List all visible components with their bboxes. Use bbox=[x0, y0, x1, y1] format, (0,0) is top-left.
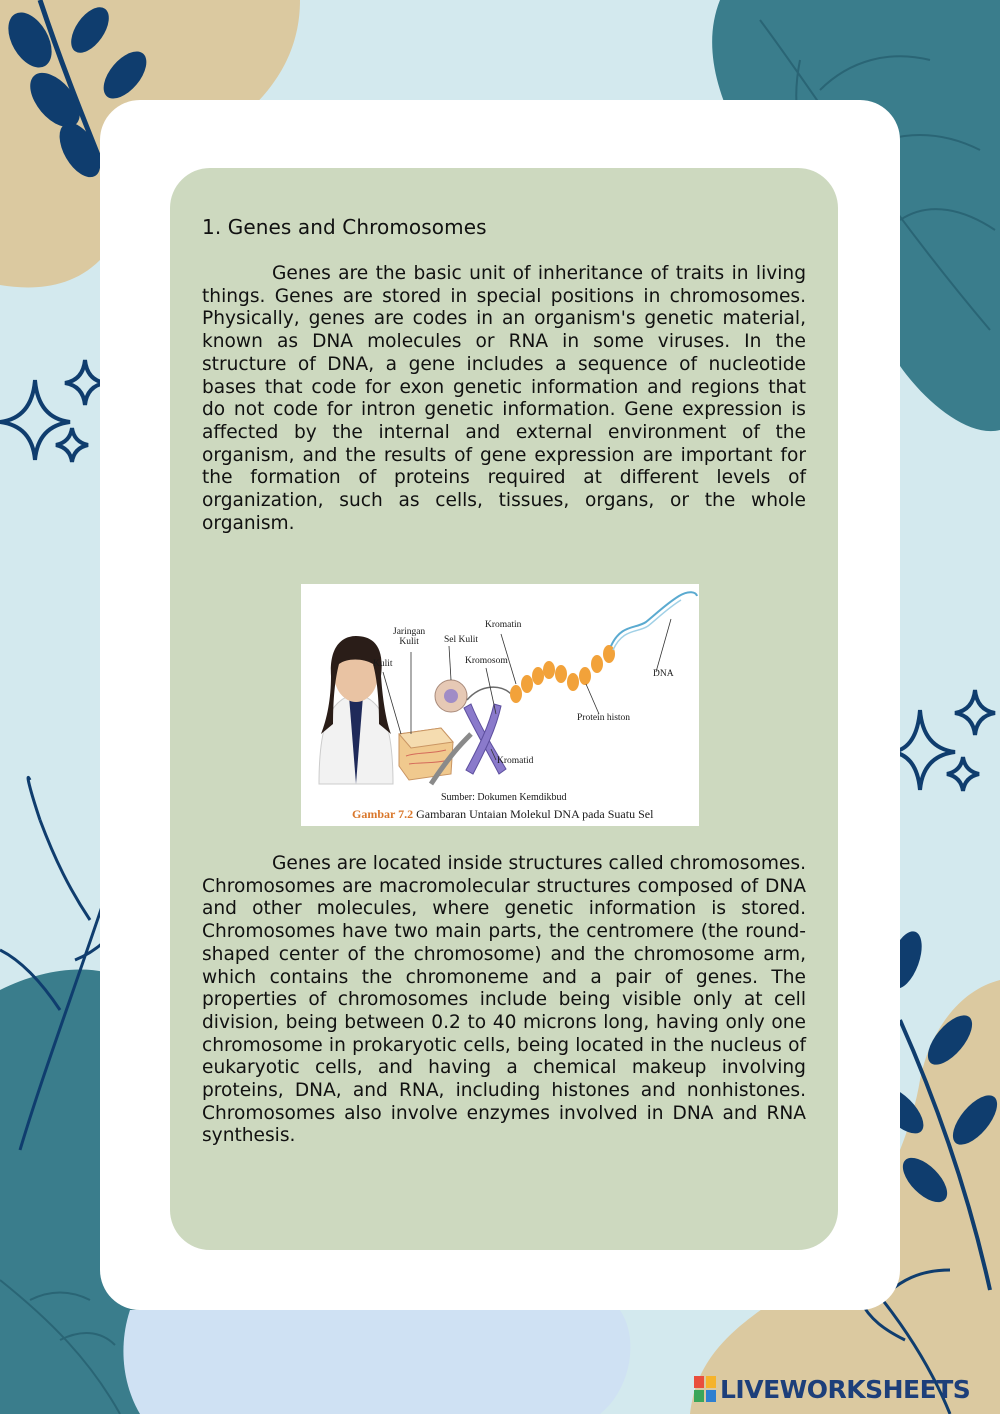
label-protein-histon: Protein histon bbox=[577, 713, 631, 723]
label-kromosom: Kromosom bbox=[465, 656, 508, 666]
figure-caption bbox=[352, 807, 653, 822]
dna-figure bbox=[301, 584, 699, 826]
chromatin-coil bbox=[510, 645, 615, 703]
dna-strand bbox=[611, 592, 697, 646]
label-kulit: Kulit bbox=[373, 659, 393, 669]
label-jaringan-sub: Kulit bbox=[399, 636, 419, 647]
sparkles-left bbox=[0, 360, 105, 462]
section-heading: 1. Genes and Chromosomes bbox=[202, 215, 487, 239]
label-kromatin: Kromatin bbox=[485, 620, 522, 630]
skin-tissue-block bbox=[399, 728, 453, 780]
paragraph-chromosomes: Genes are located inside structures called chromosomes. Chromosomes are macromolecular structures composed of DNA and other molecules, where genetic information is stored. Chromosomes have two main parts, the centromere (the round-shaped center of the chromosome) and the chromosome arm, which contains the chromoneme and a pair of genes. The properties of chromosomes include being visible only at cell division, being between 0.2 to 40 microns long, having only one chromosome in prokaryotic cells, being located in the nucleus of eukaryotic cells, and having a chemical makeup involving proteins, DNA, and RNA, including histones and nonhistones. Chromosomes also involve enzymes involved in DNA and RNA synthesis. bbox=[202, 853, 806, 1147]
sparkles-right bbox=[893, 690, 995, 791]
label-sel-kulit: Sel Kulit bbox=[444, 635, 479, 645]
label-dna: DNA bbox=[653, 669, 674, 679]
label-jaringan: Jaringan bbox=[393, 627, 426, 637]
label-kromatid: Kromatid bbox=[497, 756, 534, 766]
liveworksheets-logo-icon bbox=[694, 1376, 716, 1402]
figure-caption-number: Gambar 7.2 bbox=[352, 807, 414, 821]
figure-caption-text: Gambaran Untaian Molekul DNA pada Suatu Sel bbox=[416, 807, 654, 821]
blue-blob-bottom bbox=[123, 1310, 630, 1414]
watermark-text: LIVEWORKSHEETS bbox=[720, 1374, 971, 1404]
label-jaringan-kulit bbox=[393, 628, 425, 648]
paragraph-genes: Genes are the basic unit of inheritance of traits in living things. Genes are stored in special positions in chromosomes. Physically, genes are codes in an organism's genetic material, known as DNA molecules or RNA in some viruses. In the structure of DNA, a gene includes a sequence of nucleotide bases that code for exon genetic information and regions that do not code for intron genetic information. Gene expression is affected by the internal and external environment of the organism, and the results of gene expression are important for the formation of proteins required at different levels of organization, such as cells, tissues, organs, or the whole organism. bbox=[202, 263, 806, 534]
figure-source: Sumber: Dokumen Kemdikbud bbox=[441, 792, 567, 803]
liveworksheets-watermark bbox=[694, 1374, 970, 1404]
